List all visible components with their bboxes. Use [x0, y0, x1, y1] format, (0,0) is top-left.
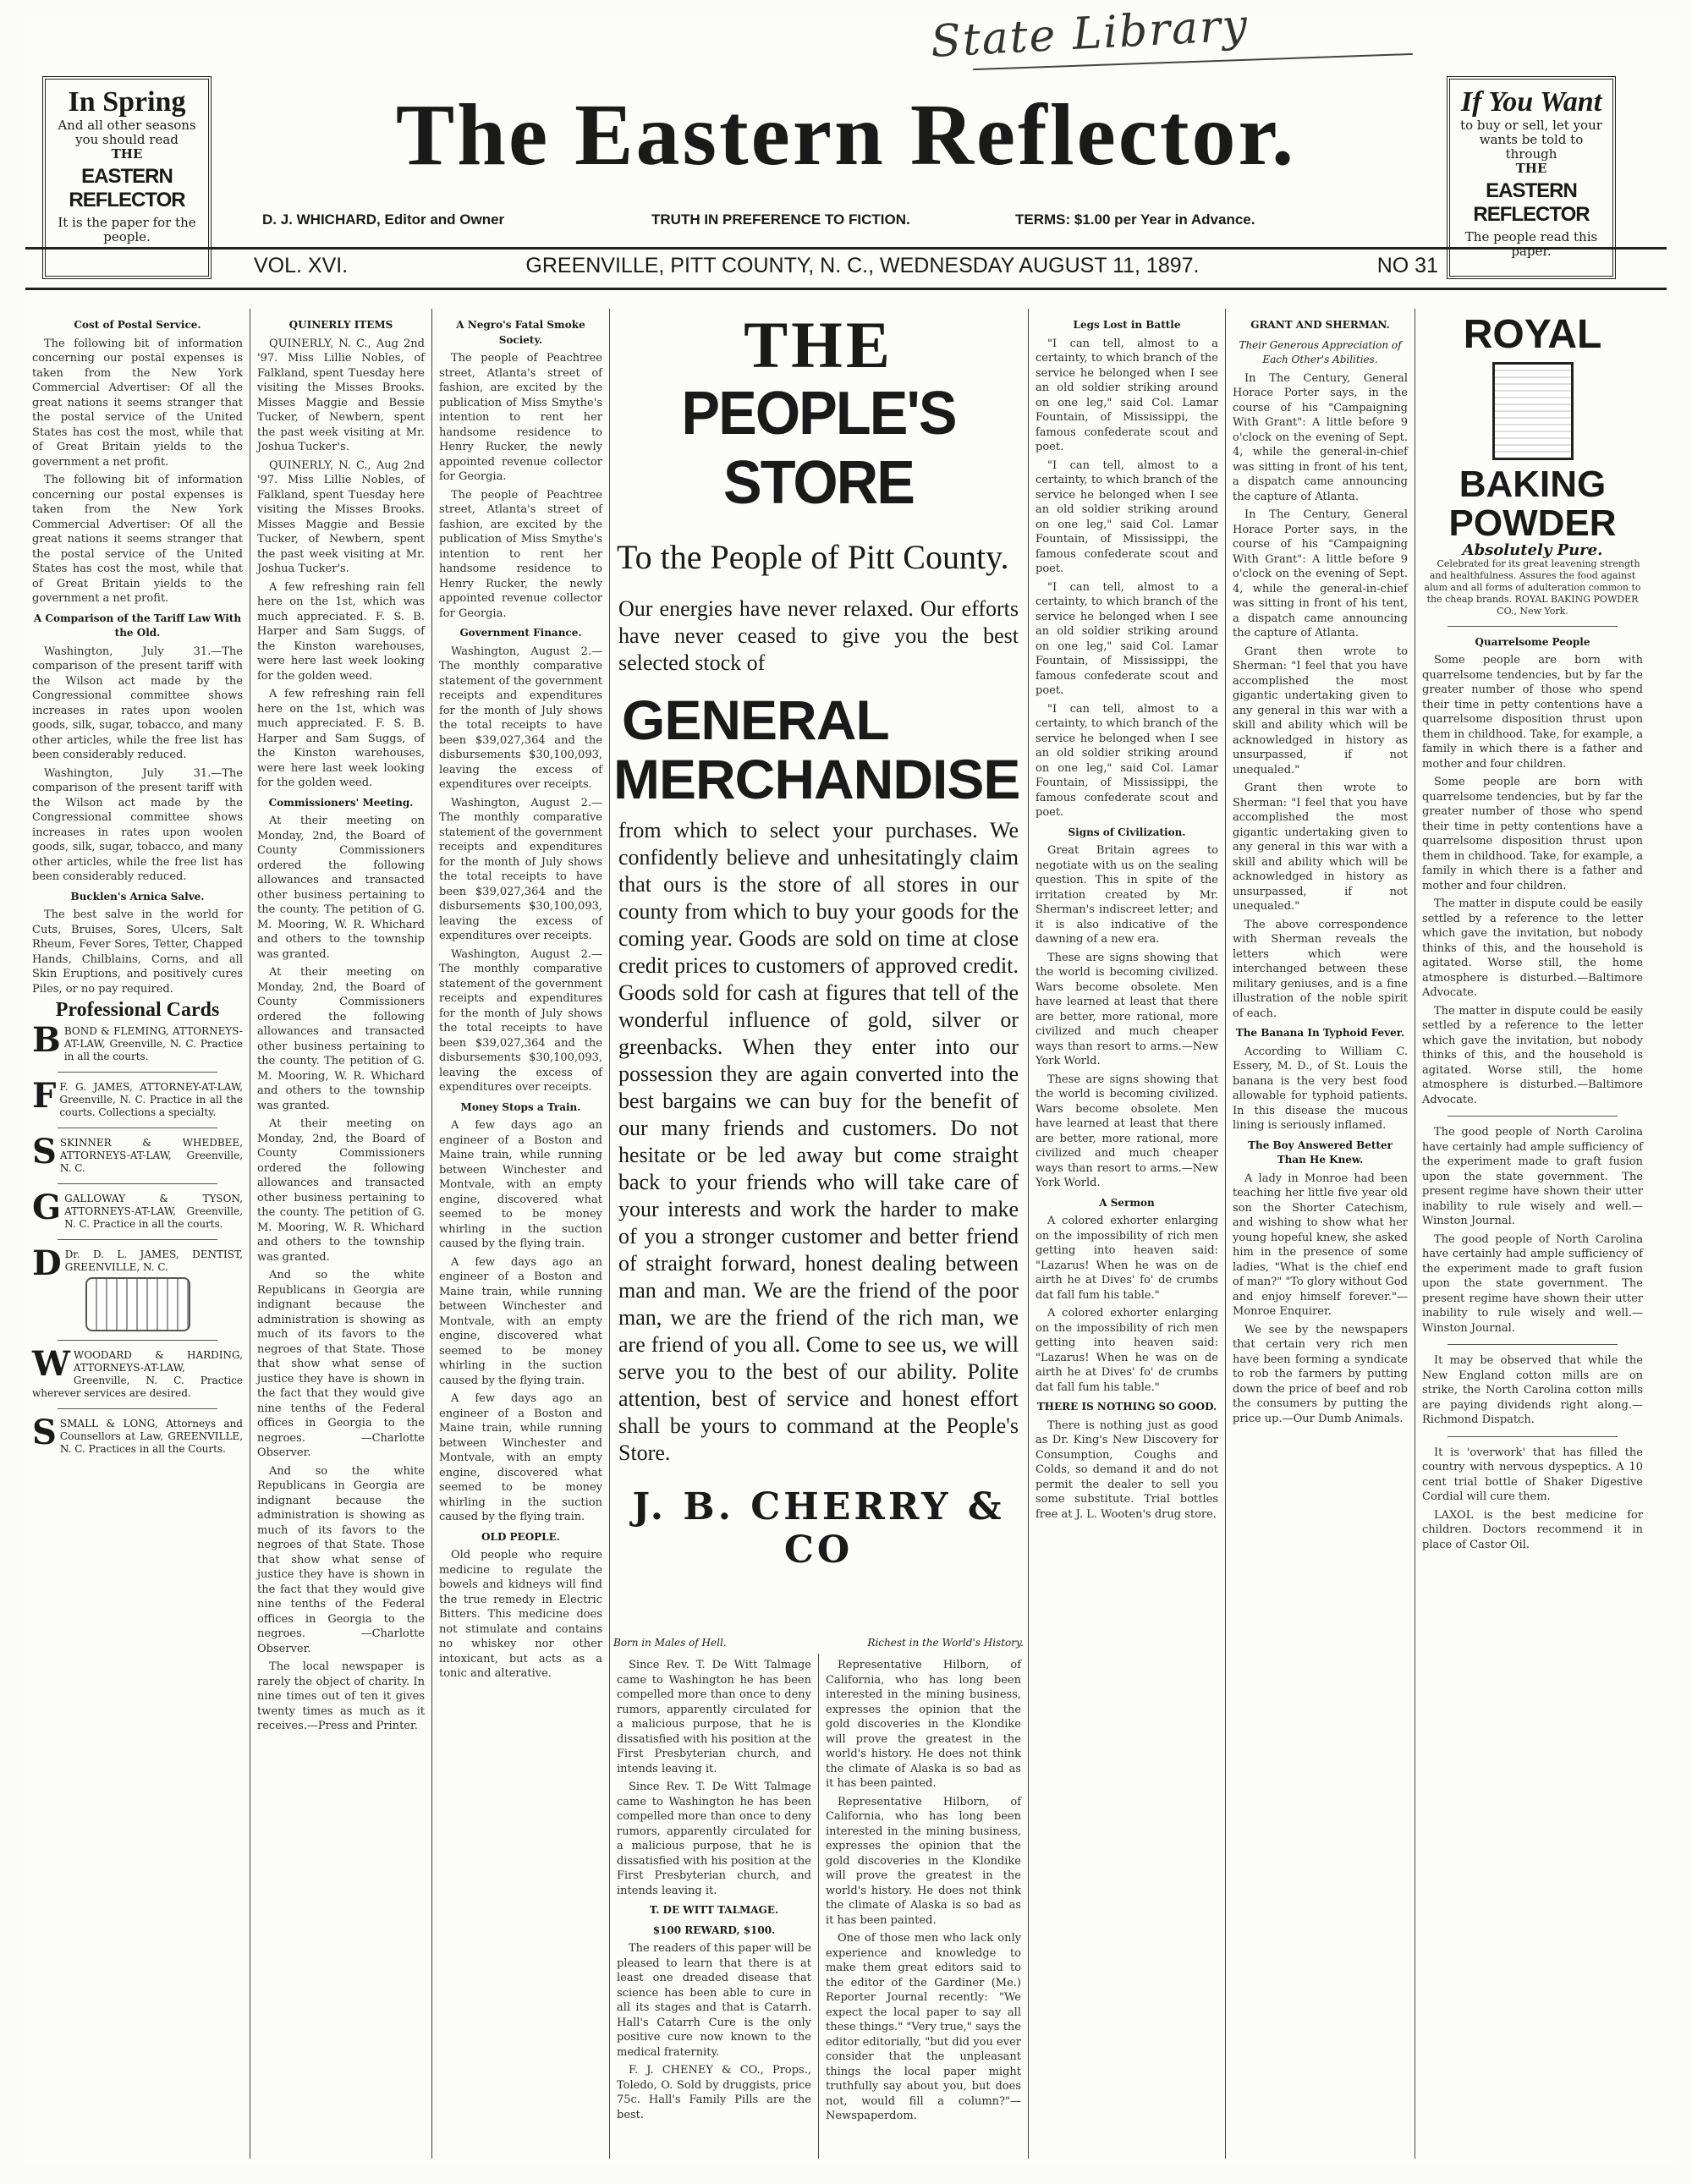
article-paragraph: Old people who require medicine to regulate the bowels and kidneys will find the true remedy in Electric Bitters. This medicine does not stimulate and contains no whiskey nor other intoxicant, but acts as a tonic and alterative. — [439, 1549, 602, 1680]
article-paragraph: A few days ago an engineer of a Boston and Maine train, while running between Winchester and Montvale, with an empty engine, discovered what seemed to be money whirling in the suction caused by the flying train. — [439, 1255, 602, 1387]
professional-card: SSKINNER & WHEDBEE, ATTORNEYS-AT-LAW, Greenville, N. C. — [32, 1131, 243, 1174]
dentures-illustration — [85, 1277, 190, 1331]
article-paragraph: "I can tell, almost to a certainty, to which branch of the service he belonged when I see an old soldier striking around on one leg," said Col. Lamar Fountain, of Mississippi, the famous confederate scout and poet. — [1036, 337, 1218, 453]
article-paragraph: These are signs showing that the world is becoming civilized. Wars become obsolete. Men have learned at least that there are better, more rational, more civilized and much cheaper ways than resort to arms.—New York World. — [1036, 951, 1218, 1067]
article-paragraph: A few days ago an engineer of a Boston and Maine train, while running between Winchester and Montvale, with an empty engine, discovered what seemed to be money whirling in the suction caused by the flying train. — [439, 1119, 602, 1250]
column-2 — [250, 313, 431, 2159]
article-paragraph: There is nothing just as good as Dr. King's New Discovery for Consumption, Coughs and Colds, so demand it and do not permit the dealer to sell you some substitute. Trial bottles free at J. L. Wooten's drug store. — [1036, 1419, 1218, 1521]
article-paragraph: "I can tell, almost to a certainty, to which branch of the service he belonged when I see an old soldier striking around on one leg," said Col. Lamar Fountain, of Mississippi, the famous confederate scout and poet. — [1036, 458, 1218, 575]
article-paragraph: Great Britain agrees to negotiate with us on the sealing question. This in spite of the irritation created by Mr. Sherman's indiscreet letter; and it is also indicative of the dawning of a new era. — [1036, 844, 1218, 946]
article-divider — [1448, 626, 1618, 627]
dateline-text: GREENVILLE, PITT COUNTY, N. C., WEDNESDAY AUGUST 11, 1897. — [525, 254, 1200, 277]
ad-store-name: PEOPLE'S STORE — [681, 380, 956, 517]
article-heading: GRANT AND SHERMAN. — [1250, 319, 1390, 331]
editor-line: D. J. WHICHARD, Editor and Owner — [262, 211, 505, 228]
article-heading: Money Stops a Train. — [460, 1100, 581, 1113]
left-ear-line3: It is the paper for the — [58, 215, 196, 230]
article-paragraph: Grant then wrote to Sherman: "I feel that you have accomplished the most gigantic undertaking given to any general in this war with a skill and ability which will be acknowledged in history as unsurpassed, if not unequaled." — [1233, 645, 1408, 776]
article-paragraph: A few days ago an engineer of a Boston and Maine train, while running between Winchester and Montvale, with an empty engine, discovered what seemed to be money whirling in the suction caused by the flying train. — [439, 1392, 602, 1523]
dateline-bottom-rule — [25, 288, 1667, 290]
article-subheading: Their Generous Appreciation of Each Other's Abilities. — [1239, 338, 1402, 365]
column-7 — [1029, 313, 1225, 2159]
article-heading: Signs of Civilization. — [1068, 826, 1186, 838]
article-paragraph: These are signs showing that the world is becoming civilized. Wars become obsolete. Men have learned at least that there are better, more rational, more civilized and much cheaper ways than resort to arms.—New York World. — [1036, 1073, 1218, 1189]
ad-merchandise: MERCHANDISE — [613, 748, 1020, 810]
left-ear-line1: And all other seasons — [58, 118, 196, 133]
professional-card: F F. G. JAMES, ATTORNEY-AT-LAW, Greenville, N. C. Practice in all the courts. Collections a specialty. — [32, 1075, 243, 1118]
dateline-top-rule — [25, 247, 1667, 250]
article-paragraph: The people of Peachtree street, Atlanta's street of fashion, are excited by the publication of Miss Smythe's intention to rent her handsome residence to Henry Rucker, the newly appointed revenue collector for Georgia. — [439, 352, 602, 483]
right-ear-title: If You Want — [1460, 86, 1602, 118]
royal-label: ROYAL — [1463, 313, 1602, 357]
right-ear-paper: EASTERN REFLECTOR — [1473, 179, 1590, 226]
royal-baking-powder-ad — [1422, 313, 1643, 617]
masthead-title: The Eastern Reflector. — [395, 86, 1297, 184]
ad-the: THE — [744, 308, 893, 381]
column-1 — [25, 313, 250, 2159]
ad-signature: J. B. CHERRY & CO — [632, 1485, 1005, 1572]
handwritten-annotation: State Library — [929, 0, 1250, 68]
article-paragraph: The local newspaper is rarely the object of charity. In nine times out of ten it gives twenty times as much as it receives.—Press and Printer. — [257, 1660, 425, 1732]
sub-heading-left: Born in Males of Hell. — [613, 1637, 727, 1649]
right-ear-line1: to buy or sell, let your — [1460, 118, 1602, 133]
sub-heading-right: Richest in the World's History. — [867, 1637, 1024, 1649]
ad-general: GENERAL — [622, 689, 889, 751]
article-paragraph: A few refreshing rain fell here on the 1st, which was much appreciated. F. S. B. Harper and Sam Suggs, of the Kinston warehouses, were here last week looking for the golden weed. — [257, 580, 425, 683]
article-paragraph: Some people are born with quarrelsome tendencies, but by far the greater number of those who spend their time in petty contentions have a quarrelsome disposition thrust upon them in childhood. Take, for example, a family in which there is a father and mother and four children. — [1422, 776, 1643, 892]
ad-salutation: To the People of Pitt County. — [617, 538, 1009, 576]
right-ear-line2: wants be told to through — [1479, 132, 1584, 162]
article-heading: Cost of Postal Service. — [74, 319, 201, 331]
article-heading: QUINERLY ITEMS — [288, 319, 393, 331]
card-divider — [58, 1408, 217, 1409]
article-heading: A Sermon — [1099, 1196, 1155, 1209]
article-heading: $100 REWARD, $100. — [652, 1923, 776, 1936]
article-paragraph: The readers of this paper will be pleased to learn that there is at least one dreaded disease that science has been able to cure in all its stages and that is Catarrh. Hall's Catarrh Cure is the only positive cure now known to the medical fraternity. — [617, 1942, 811, 2059]
sub-headings-row — [613, 1637, 1024, 1649]
article-paragraph: At their meeting on Monday, 2nd, the Board of County Commissioners ordered the following allowances and transacted other business pertaining to the county. The petition of G. M. Mooring, W. R. Whichard and others to the township was granted. — [257, 1117, 425, 1264]
ad-body: from which to select your purchases. We confidently believe and unhesitatingly claim that ours is the store of all stores in our county from which to buy your goods for the coming year. Goods are sold on time at close credit prices to customers of approved credit. Goods sold for cash at figures that tell of the wonderful influence of gold, silver or greenbacks. When they enter into our possession they are again converted into the best bargains we can buy for the benefit of our many friends and customers. Do not hesitate or be led away but come straight back to your friends who will take care of your interests and work the harder to make of you a stronger customer and better friend of straight forward, honest dealing between man and man. We are the friend of the poor man, we are the friend of the rich man, we are friend of you all. Come to see us, we will serve you to the best of our ability. Polite attention, best of service and honest effort shall be yours to command at the People's Store. — [618, 818, 1019, 1465]
issue-number: NO 31 — [1376, 254, 1438, 277]
article-paragraph: The above correspondence with Sherman reveals the letters which were interchanged between these military geniuses, and is a fine illustration of the noble spirit of each. — [1233, 918, 1408, 1020]
article-paragraph: And so the white Republicans in Georgia are indignant because the administration is showing as much of its favors to the negroes of that State. Those that show what sense of justice they have is shown in the fact that they would give nine tenths of the Federal offices in Georgia to the negroes. —Charlotte Observer. — [257, 1269, 425, 1459]
article-paragraph: At their meeting on Monday, 2nd, the Board of County Commissioners ordered the following allowances and transacted other business pertaining to the county. The petition of G. M. Mooring, W. R. Whichard and others to the township was granted. — [257, 815, 425, 961]
motto-line: TRUTH IN PREFERENCE TO FICTION. — [651, 211, 910, 228]
column-8 — [1226, 313, 1415, 2159]
article-paragraph: The good people of North Carolina have certainly had ample sufficiency of the experiment made to graft fusion upon the state government. The present regime have shown their utter inability to rule wisely and well.—Winston Journal. — [1422, 1126, 1643, 1227]
left-ear-paper: EASTERN REFLECTOR — [69, 165, 185, 211]
article-paragraph: A colored exhorter enlarging on the impossibility of rich men getting into heaven said: "Lazarus! When he was on de airth he at Dives' fo' de crumbs dat fall fum his table." — [1036, 1215, 1218, 1302]
article-paragraph: "I can tell, almost to a certainty, to which branch of the service he belonged when I see an old soldier striking around on one leg," said Col. Lamar Fountain, of Mississippi, the famous confederate scout and poet. — [1036, 580, 1218, 697]
baking-label: BAKING — [1459, 464, 1607, 505]
baking-powder-can-icon — [1492, 362, 1574, 460]
article-paragraph: At their meeting on Monday, 2nd, the Board of County Commissioners ordered the following allowances and transacted other business pertaining to the county. The petition of G. M. Mooring, W. R. Whichard and others to the township was granted. — [257, 966, 425, 1112]
ad-intro: Our energies have never relaxed. Our efforts have never ceased to give you the best selected stock of — [618, 596, 1019, 675]
article-paragraph: And so the white Republicans in Georgia are indignant because the administration is showing as much of its favors to the negroes of that State. Those that show what sense of justice they have is shown in the fact that they would give nine tenths of the Federal offices in Georgia to the negroes. —Charlotte Observer. — [257, 1464, 425, 1655]
royal-ad-text: Celebrated for its great leavening strength and healthfulness. Assures the food against alum and all forms of adulteration common to the cheap brands. ROYAL BAKING POWDER CO., New York. — [1424, 557, 1641, 617]
article-paragraph: QUINERLY, N. C., Aug 2nd '97. Miss Lillie Nobles, of Falkland, spent Tuesday here visiting the Misses Brooks. Misses Maggie and Bessie Tucker, of Newbern, spent the past week visiting at Mr. Joshua Tucker's. — [257, 458, 425, 575]
card-divider — [58, 1340, 217, 1341]
article-paragraph: In The Century, General Horace Porter says, in the course of his "Campaigning With Grant": A little before 9 o'clock on the evening of Sept. 4, while the general-in-chief was sitting in front of his tent, a dispatch came announcing the capture of Atlanta. — [1233, 508, 1408, 639]
left-ear-title: In Spring — [68, 86, 186, 118]
terms-line: TERMS: $1.00 per Year in Advance. — [1015, 211, 1255, 228]
column-3 — [432, 313, 609, 2159]
article-paragraph: "I can tell, almost to a certainty, to which branch of the service he belonged when I see an old soldier striking around on one leg," said Col. Lamar Fountain, of Mississippi, the famous confederate scout and poet. — [1036, 702, 1218, 819]
article-divider — [1448, 1344, 1618, 1345]
article-heading: THERE IS NOTHING SO GOOD. — [1036, 1401, 1217, 1413]
article-paragraph: According to William C. Essery, M. D., of St. Louis the banana is the very best food allowable for typhoid patients. In this disease the mucous lining is seriously inflamed. — [1233, 1045, 1408, 1132]
column-9 — [1415, 313, 1650, 2159]
right-ear-line3: The people read this — [1464, 229, 1598, 244]
powder-label: POWDER — [1448, 502, 1617, 544]
article-heading: A Comparison of the Tariff Law With the Old. — [33, 612, 242, 639]
article-divider — [1448, 1436, 1618, 1437]
article-heading: Commissioners' Meeting. — [268, 796, 414, 809]
professional-cards-heading: Professional Cards — [55, 999, 220, 1021]
article-paragraph: Washington, July 31.—The comparison of the present tariff with the Wilson act made by the Congressional committee shows increases in rates upon woolen goods, silk, sugar, tobacco, and many other articles, while the free list has been considerably reduced. — [32, 645, 243, 761]
article-heading: Bucklen's Arnica Salve. — [70, 890, 205, 903]
left-ear-line2: you should read — [75, 132, 179, 147]
professional-card: D Dr. D. L. JAMES, DENTIST, GREENVILLE, N. C. — [32, 1243, 243, 1283]
article-paragraph: F. J. CHENEY & CO., Props., Toledo, O. Sold by druggists, price 75c. Hall's Family Pills are the best. — [617, 2064, 811, 2121]
article-paragraph: Washington, August 2.—The monthly comparative statement of the government receipts and expenditures for the month of July shows the total receipts to have been $39,027,364 and the disbursements $30,100,093, leaving the excess of expenditures over receipts. — [439, 645, 602, 791]
article-paragraph: Since Rev. T. De Witt Talmage came to Washington he has been compelled more than once to deny rumors, apparently circulated for a malicious purpose, that he is dissatisfied with his position at the First Presbyterian church, and intends leaving it. — [617, 1781, 811, 1897]
dateline-bar — [254, 254, 1438, 278]
article-heading: OLD PEOPLE. — [481, 1530, 560, 1543]
article-paragraph: The matter in dispute could be easily settled by a reference to the letter which gave the invitation, but nobody thinks of this, and the household is agitated. Worse still, the home atmosphere is disturbed.—Baltimore Advocate. — [1422, 1004, 1643, 1106]
article-heading: Quarrelsome People — [1475, 635, 1590, 648]
left-ear-line4: people. — [103, 229, 151, 244]
article-paragraph: Since Rev. T. De Witt Talmage came to Washington he has been compelled more than once to deny rumors, apparently circulated for a malicious purpose, that he is dissatisfied with his position at the First Presbyterian church, and intends leaving it. — [617, 1659, 811, 1775]
article-heading: The Boy Answered Better Than He Knew. — [1248, 1139, 1393, 1166]
article-heading: A Negro's Fatal Smoke Society. — [456, 319, 585, 346]
professional-card: SSMALL & LONG, Attorneys and Counsellors at Law, GREENVILLE, N. C. Practices in all the Courts. — [32, 1412, 243, 1455]
article-paragraph: The best salve in the world for Cuts, Bruises, Sores, Ulcers, Salt Rheum, Fever Sores, Tetter, Chapped Hands, Chilblains, Corns, and all Skin Eruptions, and positively cures Piles, or no pay required. — [32, 908, 243, 996]
article-paragraph: It is 'overwork' that has filled the country with nervous dyspeptics. A 10 cent trial bottle of Shaker Digestive Cordial will cure them. — [1422, 1446, 1643, 1503]
card-divider — [58, 1183, 217, 1184]
article-divider — [1448, 1116, 1618, 1117]
article-paragraph: It may be observed that while the New England cotton mills are on strike, the North Carolina cotton mills are paying dividends right along.—Richmond Dispatch. — [1422, 1354, 1643, 1426]
column-6 — [819, 1658, 1028, 2159]
article-paragraph: LAXOL is the best medicine for children. Doctors recommend it in place of Castor Oil. — [1422, 1508, 1643, 1551]
volume-label: VOL. XVI. — [254, 254, 349, 277]
pure-label: Absolutely Pure. — [1462, 541, 1603, 559]
article-paragraph: One of those men who lack only experience and knowledge to make them great editors said to the editor of the Gardiner (Me.) Reporter Journal recently: "We expect the local paper to say all these things." "Very true," says the editor editorially, "but did you ever consider that the unpleasant things the local paper might truthfully say about you, but does not, would fill a column?"—Newspaperdom. — [826, 1932, 1021, 2122]
article-paragraph: Washington, August 2.—The monthly comparative statement of the government receipts and expenditures for the month of July shows the total receipts to have been $39,027,364 and the disbursements $30,100,093, leaving the excess of expenditures over receipts. — [439, 947, 602, 1094]
article-paragraph: In The Century, General Horace Porter says, in the course of his "Campaigning With Grant": A little before 9 o'clock on the evening of Sept. 4, while the general-in-chief was sitting in front of his tent, a dispatch came announcing the capture of Atlanta. — [1233, 371, 1408, 503]
right-ear-the: THE — [1515, 161, 1547, 176]
article-paragraph: We see by the newspapers that certain very rich men have been forming a syndicate to rob the farmers by putting down the price of beef and rob the consumers by putting the price up.—Our Dumb Animals. — [1233, 1323, 1408, 1425]
article-paragraph: The following bit of information concerning our postal expenses is taken from the New York Commercial Advertiser: Of all the great nations it seems stranger that the postal service of the United States has cost the most, while that of Great Britain yields to the government a net profit. — [32, 474, 243, 605]
article-paragraph: A few refreshing rain fell here on the 1st, which was much appreciated. F. S. B. Harper and Sam Suggs, of the Kinston warehouses, were here last week looking for the golden weed. — [257, 688, 425, 789]
article-paragraph: Grant then wrote to Sherman: "I feel that you have accomplished the most gigantic undertaking given to any general in this war with a skill and ability which will be acknowledged in history as unsurpassed, if not unequaled." — [1233, 782, 1408, 913]
professional-card: WWOODARD & HARDING, ATTORNEYS-AT-LAW, Greenville, N. C. Practice wherever services are desired. — [32, 1343, 243, 1399]
article-paragraph: Washington, August 2.—The monthly comparative statement of the government receipts and expenditures for the month of July shows the total receipts to have been $39,027,364 and the disbursements $30,100,093, leaving the excess of expenditures over receipts. — [439, 796, 602, 942]
article-paragraph: The people of Peachtree street, Atlanta's street of fashion, are excited by the publication of Miss Smythe's intention to rent her handsome residence to Henry Rucker, the newly appointed revenue collector for Georgia. — [439, 488, 602, 620]
article-paragraph: The good people of North Carolina have certainly had ample sufficiency of the experiment made to graft fusion upon the state government. The present regime have shown their utter inability to rule wisely and well.—Winston Journal. — [1422, 1232, 1643, 1335]
article-paragraph: Representative Hilborn, of California, who has long been interested in the mining business, expresses the opinion that the gold discoveries in the Klondike will prove the greatest in the world's history. He does not think the climate of Alaska is so bad as it has been painted. — [826, 1795, 1021, 1927]
column-5 — [610, 1658, 818, 2159]
article-heading: The Banana In Typhoid Fever. — [1235, 1027, 1405, 1039]
article-paragraph: The matter in dispute could be easily settled by a reference to the letter which gave the invitation, but nobody thinks of this, and the household is agitated. Worse still, the home atmosphere is disturbed.—Baltimore Advocate. — [1422, 897, 1643, 999]
article-heading: Legs Lost in Battle — [1073, 319, 1181, 331]
card-divider — [58, 1072, 217, 1073]
article-paragraph: Representative Hilborn, of California, who has long been interested in the mining business, expresses the opinion that the gold discoveries in the Klondike will prove the greatest in the world's history. He does not think the climate of Alaska is so bad as it has been painted. — [826, 1659, 1021, 1790]
signature-line: T. DE WITT TALMAGE. — [649, 1904, 779, 1916]
professional-card: GGALLOWAY & TYSON, ATTORNEYS-AT-LAW, Greenville, N. C. Practice in all the courts. — [32, 1187, 243, 1230]
article-paragraph: Some people are born with quarrelsome tendencies, but by far the greater number of those who spend their time in petty contentions have a quarrelsome disposition thrust upon them in childhood. Take, for example, a family in which there is a father and mother and four children. — [1422, 654, 1643, 771]
article-paragraph: A colored exhorter enlarging on the impossibility of rich men getting into heaven said: "Lazarus! When he was on de airth he at Dives' fo' de crumbs dat fall fum his table." — [1036, 1307, 1218, 1394]
article-paragraph: A lady in Monroe had been teaching her little five year old son the Shorter Catechism, and wishing to show what her young hopeful knew, she asked him in the presence of some ladies, "What is the chief end of man?" "To glory without God and enjoy himself forever."—Monroe Enquirer. — [1233, 1172, 1408, 1318]
article-paragraph: Washington, July 31.—The comparison of the present tariff with the Wilson act made by the Congressional committee shows increases in rates upon woolen goods, silk, sugar, tobacco, and many other articles, while the free list has been considerably reduced. — [32, 766, 243, 883]
right-ear-line4: paper. — [1511, 244, 1552, 259]
article-paragraph: The following bit of information concerning our postal expenses is taken from the New York Commercial Advertiser: Of all the great nations it seems stranger that the postal service of the United States has cost the most, while that of Great Britain yields to the government a net profit. — [32, 337, 243, 469]
article-paragraph: QUINERLY, N. C., Aug 2nd '97. Miss Lillie Nobles, of Falkland, spent Tuesday here visiting the Misses Brooks. Misses Maggie and Bessie Tucker, of Newbern, spent the past week visiting at Mr. Joshua Tucker's. — [257, 337, 425, 453]
professional-card: BBOND & FLEMING, ATTORNEYS-AT-LAW, Greenville, N. C. Practice in all the courts. — [32, 1019, 243, 1062]
card-divider — [58, 1239, 217, 1240]
article-heading: Government Finance. — [459, 627, 582, 639]
left-ear-the: THE — [111, 146, 143, 162]
peoples-store-advertisement — [613, 308, 1024, 1631]
